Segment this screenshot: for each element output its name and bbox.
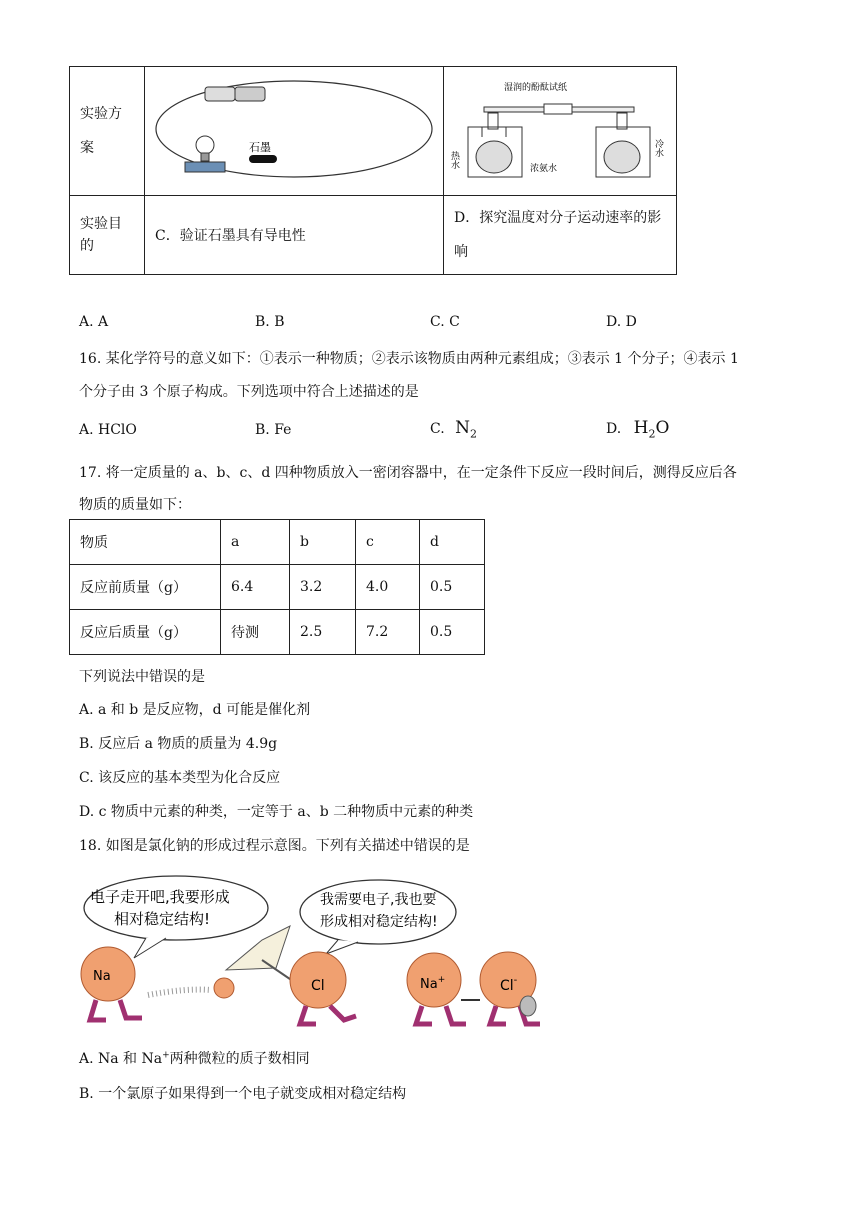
- q16-option-b[interactable]: B. Fe: [255, 422, 292, 438]
- table-header-cell: 物质: [70, 520, 221, 565]
- q18-option-a[interactable]: A. Na 和 Na+两种微粒的质子数相同: [79, 1050, 310, 1067]
- q17-option-a[interactable]: A. a 和 b 是反应物，d 可能是催化剂: [79, 702, 311, 718]
- q18-stem: 18. 如图是氯化钠的形成过程示意图。下列有关描述中错误的是: [79, 838, 470, 854]
- table-cell: 0.5: [420, 565, 485, 610]
- q16-option-d[interactable]: D. $H_2O$: [606, 418, 670, 441]
- table-row: [70, 610, 485, 655]
- row-label-scheme: 实验方案: [70, 67, 145, 196]
- q17-stem-line1: 17. 将一定质量的 a、b、c、d 四种物质放入一密闭容器中，在一定条件下反应一段时间后，测得反应后各: [79, 465, 737, 481]
- table-cell: 反应前质量（g）: [70, 565, 221, 610]
- q16-option-a[interactable]: A. HClO: [79, 422, 137, 438]
- q15-option-a[interactable]: A. A: [79, 314, 109, 330]
- bulb-icon: [196, 136, 214, 154]
- svg-text:石墨: 石墨: [249, 141, 271, 154]
- table-header-cell: c: [356, 520, 420, 565]
- q17-option-b[interactable]: B. 反应后 a 物质的质量为 4.9g: [79, 736, 278, 752]
- table-cell: 6.4: [221, 565, 290, 610]
- q15-option-d[interactable]: D. D: [606, 314, 637, 330]
- svg-text:浓氨水: 浓氨水: [530, 164, 558, 174]
- q17-option-d[interactable]: D. c 物质中元素的种类，一定等于 a、b 二种物质中元素的种类: [79, 804, 474, 820]
- sodium-chloride-cartoon: [76, 870, 556, 1035]
- q16-stem-line1: 16. 某化学符号的意义如下：①表示一种物质；②表示该物质由两种元素组成；③表示 1 个分子；④表示 1: [79, 351, 739, 367]
- q18-option-b[interactable]: B. 一个氯原子如果得到一个电子就变成相对稳定结构: [79, 1086, 407, 1102]
- table-row: [70, 520, 485, 565]
- purpose-d: D．探究温度对分子运动速率的影响: [444, 196, 677, 275]
- electron-icon: [214, 978, 234, 998]
- table-cell: 7.2: [356, 610, 420, 655]
- svg-text:相对稳定结构!: 相对稳定结构!: [114, 910, 211, 928]
- row-label-purpose: 实验目的: [70, 196, 145, 275]
- table-cell: 2.5: [290, 610, 356, 655]
- svg-text:电子走开吧,我要形成: 电子走开吧,我要形成: [90, 888, 230, 906]
- battery-icon: [205, 87, 235, 101]
- table-cell: 待测: [221, 610, 290, 655]
- svg-text:Cl-: Cl-: [500, 975, 518, 994]
- svg-text:我需要电子,我也要: 我需要电子,我也要: [320, 892, 437, 908]
- table-cell: 4.0: [356, 565, 420, 610]
- q17-option-c[interactable]: C. 该反应的基本类型为化合反应: [79, 770, 281, 786]
- svg-text:Na: Na: [93, 969, 111, 984]
- svg-text:冷水: 冷水: [653, 139, 663, 157]
- figure-d-cell: [444, 67, 677, 196]
- table-cell: 反应后质量（g）: [70, 610, 221, 655]
- svg-text:湿润的酚酞试纸: 湿润的酚酞试纸: [504, 83, 568, 93]
- q16-stem-line2: 个分子由 3 个原子构成。下列选项中符合上述描述的是: [79, 384, 419, 400]
- q15-option-c[interactable]: C. C: [430, 314, 460, 330]
- ammonia-diffusion-diagram: [444, 67, 676, 191]
- speech-bubble-icon: [300, 880, 456, 944]
- graphite-rod-icon: [249, 155, 277, 163]
- svg-text:Na+: Na+: [420, 975, 446, 992]
- figure-c-cell: [145, 67, 444, 196]
- q17-question: 下列说法中错误的是: [79, 669, 205, 685]
- svg-text:热水: 热水: [449, 151, 459, 169]
- speech-bubble-icon: [84, 876, 268, 940]
- svg-text:Cl: Cl: [311, 978, 325, 994]
- base-icon: [185, 162, 225, 172]
- table-row: [70, 565, 485, 610]
- purpose-c: C．验证石墨具有导电性: [145, 196, 444, 275]
- table-header-cell: d: [420, 520, 485, 565]
- table-cell: 0.5: [420, 610, 485, 655]
- table-header-cell: a: [221, 520, 290, 565]
- table-cell: 3.2: [290, 565, 356, 610]
- q16-option-c[interactable]: C. $N_2$: [430, 418, 477, 441]
- table-header-cell: b: [290, 520, 356, 565]
- q15-option-b[interactable]: B. B: [255, 314, 285, 330]
- experiment-table: [69, 66, 677, 275]
- graphite-circuit-diagram: [145, 67, 443, 191]
- q17-stem-line2: 物质的质量如下：: [79, 497, 191, 513]
- svg-text:形成相对稳定结构!: 形成相对稳定结构!: [320, 914, 438, 930]
- mass-table: [69, 519, 485, 655]
